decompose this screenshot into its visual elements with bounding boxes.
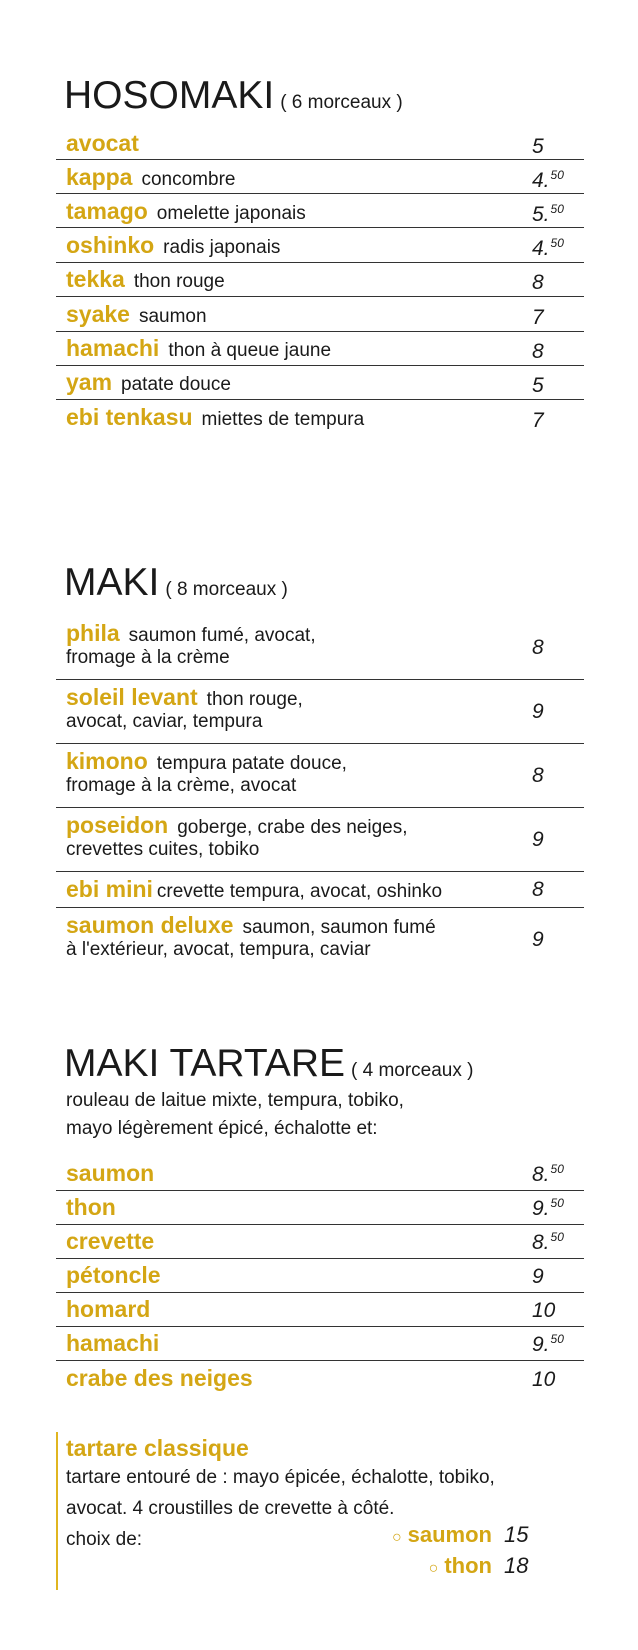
- item-description: goberge, crabe des neiges,: [177, 817, 408, 838]
- tartare-heading: [64, 1044, 584, 1083]
- item-name: crevette: [66, 1228, 155, 1254]
- item-name: crabe des neiges: [66, 1365, 253, 1391]
- choice-item: [392, 1522, 546, 1548]
- classique-line1: tartare entouré de : mayo épicée, échalotte, tobiko,: [66, 1467, 495, 1488]
- item-name: syake: [66, 301, 130, 327]
- menu-item: [56, 198, 584, 225]
- item-price: 8: [532, 340, 544, 363]
- item-price: 9.50: [532, 1196, 564, 1220]
- item-description: crevette tempura, avocat, oshinko: [156, 881, 443, 902]
- choice-price: 15: [504, 1522, 529, 1547]
- divider: [56, 743, 584, 744]
- item-price: 4.50: [532, 168, 564, 192]
- item-price: 7: [532, 409, 544, 432]
- item-price: 7: [532, 306, 544, 329]
- tartare-intro-line1: rouleau de laitue mixte, tempura, tobiko,: [66, 1090, 404, 1111]
- item-description: patate douce: [121, 374, 231, 395]
- menu-item: [56, 369, 584, 396]
- choice-name: saumon: [407, 1522, 492, 1547]
- item-price: 9: [532, 828, 544, 851]
- item-name: hamachi: [66, 335, 160, 361]
- menu-item: [56, 1330, 584, 1357]
- divider: [56, 1292, 584, 1293]
- divider: [56, 331, 584, 332]
- divider: [56, 1258, 584, 1259]
- tartare-intro-line2: mayo légèrement épicé, échalotte et:: [66, 1118, 378, 1139]
- tartare-section: [56, 1044, 584, 1143]
- item-name: yam: [66, 369, 113, 395]
- maki-subtitle: ( 8 morceaux ): [165, 579, 288, 600]
- tartare-subtitle: ( 4 morceaux ): [351, 1060, 474, 1081]
- item-description: tempura patate douce,: [156, 753, 347, 774]
- maki-section: [56, 563, 584, 602]
- choice-name: thon: [444, 1553, 492, 1578]
- classique-choice-label: choix de:: [66, 1529, 143, 1550]
- menu-item: [56, 684, 584, 733]
- divider: [56, 159, 584, 160]
- choice-price: 18: [504, 1553, 529, 1578]
- classique-title: tartare classique: [66, 1435, 249, 1461]
- item-name: avocat: [66, 130, 139, 156]
- menu-item: [56, 812, 584, 861]
- item-description: radis japonais: [163, 237, 281, 258]
- item-name: poseidon: [66, 812, 169, 838]
- item-price: 5: [532, 135, 544, 158]
- hosomaki-title: HOSOMAKI: [64, 74, 275, 117]
- item-price: 5: [532, 374, 544, 397]
- item-price: 9: [532, 700, 544, 723]
- item-name: saumon deluxe: [66, 912, 234, 938]
- divider: [56, 296, 584, 297]
- item-name: saumon: [66, 1160, 155, 1186]
- item-name: tamago: [66, 198, 148, 224]
- item-price: 8.50: [532, 1230, 564, 1254]
- item-price: 5.50: [532, 202, 564, 226]
- choice-item: [429, 1553, 546, 1579]
- item-price: 10: [532, 1368, 556, 1391]
- item-price: 8: [532, 271, 544, 294]
- menu-item: [56, 164, 584, 191]
- divider: [56, 807, 584, 808]
- item-description: concombre: [141, 169, 236, 190]
- item-description: miettes de tempura: [201, 409, 365, 430]
- menu-item: [56, 301, 584, 328]
- item-description: thon rouge: [133, 271, 225, 292]
- divider: [56, 871, 584, 872]
- item-description-line2: fromage à la crème: [66, 647, 230, 668]
- item-name: ebi tenkasu: [66, 404, 193, 430]
- menu-item: [56, 1365, 584, 1392]
- item-price: 8: [532, 878, 544, 901]
- divider: [56, 365, 584, 366]
- item-price: 9: [532, 1265, 544, 1288]
- divider: [56, 193, 584, 194]
- item-description: thon rouge,: [206, 689, 303, 710]
- item-price: 8.50: [532, 1162, 564, 1186]
- item-name: homard: [66, 1296, 151, 1322]
- menu-item: [56, 620, 584, 669]
- menu-item: [56, 1296, 584, 1323]
- hosomaki-heading: [64, 76, 584, 115]
- tartare-classique-box: [56, 1432, 586, 1590]
- menu-item: [56, 748, 584, 797]
- item-price: 9.50: [532, 1332, 564, 1356]
- menu-item: [56, 912, 584, 961]
- hosomaki-subtitle: ( 6 morceaux ): [280, 92, 403, 113]
- item-description: omelette japonais: [156, 203, 306, 224]
- item-price: 10: [532, 1299, 556, 1322]
- item-name: kimono: [66, 748, 148, 774]
- menu-item: [56, 876, 584, 903]
- maki-title: MAKI: [64, 561, 160, 604]
- tartare-title: MAKI TARTARE: [64, 1042, 345, 1085]
- menu-item: [56, 1194, 584, 1221]
- item-description-line2: fromage à la crème, avocat: [66, 775, 297, 796]
- hosomaki-section: [56, 76, 584, 115]
- item-description: saumon: [138, 306, 207, 327]
- item-description: saumon, saumon fumé: [242, 917, 436, 938]
- item-price: 4.50: [532, 236, 564, 260]
- circle-bullet-icon: ○: [428, 1560, 439, 1577]
- classique-line2: avocat. 4 croustilles de crevette à côté.: [66, 1498, 395, 1519]
- item-description: saumon fumé, avocat,: [128, 625, 316, 646]
- tartare-intro: [66, 1087, 584, 1143]
- item-description-line2: avocat, caviar, tempura: [66, 711, 263, 732]
- item-name: thon: [66, 1194, 116, 1220]
- divider: [56, 679, 584, 680]
- divider: [56, 907, 584, 908]
- circle-bullet-icon: ○: [391, 1529, 402, 1546]
- item-name: pétoncle: [66, 1262, 161, 1288]
- menu-item: [56, 1262, 584, 1289]
- divider: [56, 1224, 584, 1225]
- menu-item: [56, 130, 584, 157]
- menu-item: [56, 1228, 584, 1255]
- divider: [56, 399, 584, 400]
- item-name: tekka: [66, 266, 125, 292]
- item-description: thon à queue jaune: [168, 340, 332, 361]
- menu-item: [56, 266, 584, 293]
- item-description-line2: à l'extérieur, avocat, tempura, caviar: [66, 939, 371, 960]
- maki-heading: [64, 563, 584, 602]
- item-name: phila: [66, 620, 120, 646]
- divider: [56, 227, 584, 228]
- menu-item: [56, 1160, 584, 1187]
- item-name: oshinko: [66, 232, 155, 258]
- item-price: 8: [532, 636, 544, 659]
- divider: [56, 262, 584, 263]
- menu-item: [56, 232, 584, 259]
- menu-item: [56, 404, 584, 431]
- divider: [56, 1326, 584, 1327]
- item-price: 9: [532, 928, 544, 951]
- item-price: 8: [532, 764, 544, 787]
- item-name: kappa: [66, 164, 133, 190]
- divider: [56, 1190, 584, 1191]
- item-description-line2: crevettes cuites, tobiko: [66, 839, 260, 860]
- divider: [56, 1360, 584, 1361]
- item-name: ebi mini: [66, 876, 153, 902]
- menu-item: [56, 335, 584, 362]
- item-name: soleil levant: [66, 684, 198, 710]
- item-name: hamachi: [66, 1330, 160, 1356]
